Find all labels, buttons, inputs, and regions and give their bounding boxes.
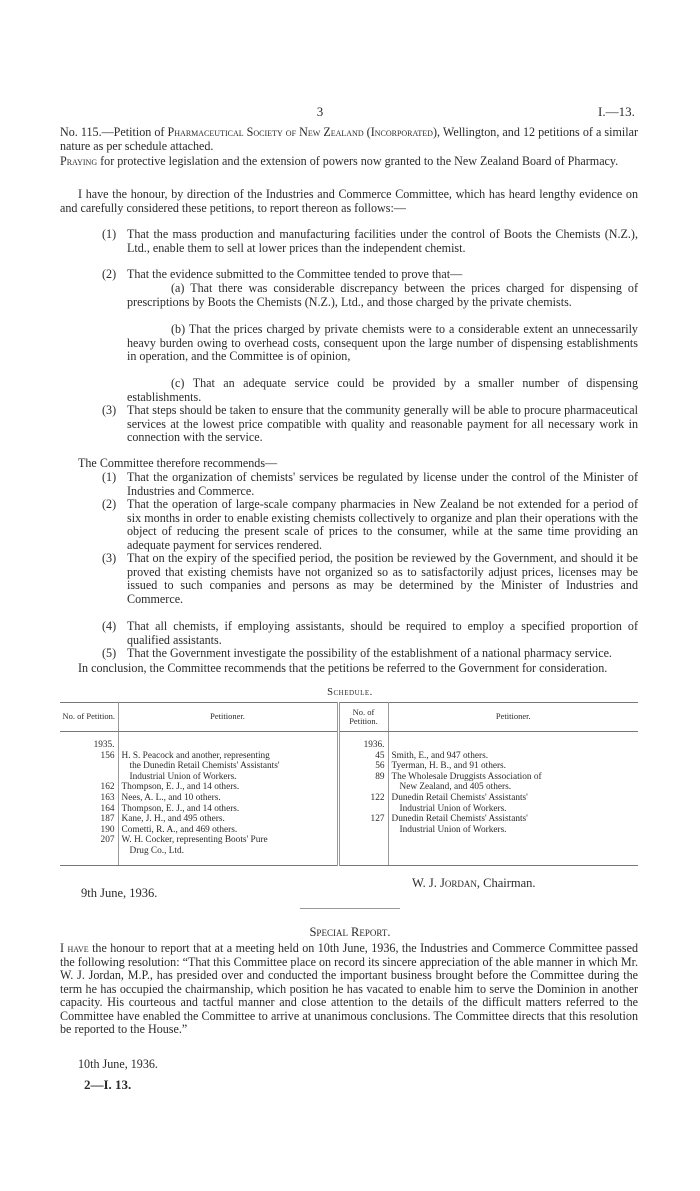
subfinding: (c) That an adequate service could be provided by a smaller number of dispensing establishments.	[127, 376, 639, 404]
left-number-column: 1935. 156 162 163 164 187 190 207	[60, 732, 118, 866]
praying-paragraph: Praying for protective legislation and the extension of powers now granted to the New Zealand Board of Pharmacy.	[60, 154, 619, 168]
right-petitioner-column: Smith, E., and 947 others. Tyerman, H. B., and 91 others. The Wholesale Druggists Association of New Zealand, and 405 others. Dunedin Retail Chemists' Assistants' Industrial Union of Workers. Dunedin Retail Chemists' Assistants' Industrial Union of Workers.	[388, 732, 638, 866]
column-header-number: No. of Petition.	[60, 703, 118, 732]
report-date: 9th June, 1936.	[81, 886, 158, 900]
recommendation-number: (3)	[102, 551, 117, 565]
left-petitioner-column: H. S. Peacock and another, representing the Dunedin Retail Chemists' Assistants' Industrial Union of Workers. Thompson, E. J., and 14 others. Nees, A. L., and 10 others. Thompson, E. J., and 14 others. Kane, J. H., and 495 others. Cometti, R. A., and 469 others. W. H. Cocker, representing Boots' Pure Drug Co., Ltd.	[118, 732, 338, 866]
finding-number: (3)	[102, 403, 117, 417]
recommendation-number: (5)	[102, 646, 117, 660]
chairman-signature: W. J. Jordan, Chairman.	[412, 876, 536, 890]
recommendation-text: That all chemists, if employing assistants, should be required to employ a specified proportion of qualified assistants.	[127, 619, 638, 647]
page-number: 3	[316, 104, 324, 119]
finding-text: That steps should be taken to ensure that the community generally will be able to procure pharmaceutical services at the lowest price compatible with quality and reasonable payment for all necessary work in connection with the service.	[127, 403, 638, 444]
right-number-column: 1936. 45 56 89 122 127	[338, 732, 388, 866]
recommendation-number: (4)	[102, 619, 117, 633]
column-header-petitioner: Petitioner.	[118, 703, 338, 732]
recommendation-text: That the organization of chemists' services be regulated by license under the control of the Minister of Industries and Commerce.	[127, 470, 638, 498]
finding-number: (2)	[102, 267, 117, 281]
petition-heading: No. 115.—Petition of Pharmaceutical Society of New Zealand (Incorporated), Wellington, and 12 petitions of a similar nature as per schedule attached.	[60, 125, 638, 153]
subfinding: (b) That the prices charged by private chemists were to a considerable extent an unnecessarily heavy burden owing to overhead costs, consequent upon the large number of dispensing establishments in operation, and the Committee is of opinion,	[127, 322, 638, 363]
finding-number: (1)	[102, 227, 117, 241]
recommendation-text: That the Government investigate the possibility of the establishment of a national pharmacy service.	[127, 646, 612, 660]
recommendation-number: (1)	[102, 470, 117, 484]
finding-text: That the mass production and manufacturing facilities under the control of Boots the Chemists (N.Z.), Ltd., enable them to sell at lower prices than the independent chemist.	[127, 227, 638, 255]
schedule-table	[60, 702, 638, 866]
special-report-body: I have the honour to report that at a meeting held on 10th June, 1936, the Industries and Commerce Committee passed the following resolution: “That this Committee place on record its sincere appreciation of the able manner in which Mr. W. J. Jordan, M.P., has presided over and conducted the important business brought before the Committee during the term he has occupied the chairmanship, which position he has vacated to enable him to serve the Dominion in another capacity. His courteous and tactful manner and close attention to the details of the difficult matters referred to the Committee have enabled the Committee to arrive at unanimous conclusions. The Committee directs that this resolution be reported to the House.”	[60, 941, 638, 1036]
paper-reference: I.—13.	[598, 104, 635, 119]
finding-text: That the evidence submitted to the Committee tended to prove that—	[127, 267, 463, 281]
signature-mark: 2—I. 13.	[84, 1077, 132, 1092]
special-report-title: Special Report.	[309, 925, 391, 939]
recommendation-text: That on the expiry of the specified period, the position be reviewed by the Government, and should it be proved that existing chemists have not organized so as to satisfactorily adjust prices, licenses may be issued to such companies and persons as may be determined by the Minister of Industries and Commerce.	[127, 551, 638, 606]
report-intro: I have the honour, by direction of the Industries and Commerce Committee, which has heard lengthy evidence on and carefully considered these petitions, to report thereon as follows:—	[60, 187, 638, 215]
recommendation-number: (2)	[102, 497, 117, 511]
column-header-number: No. of Petition.	[338, 703, 388, 732]
conclusion-paragraph: In conclusion, the Committee recommends that the petitions be referred to the Government for consideration.	[78, 661, 608, 675]
recommends-intro: The Committee therefore recommends—	[78, 456, 278, 470]
section-divider	[300, 908, 400, 909]
subfinding: (a) That there was considerable discrepancy between the prices charged for dispensing of prescriptions by Boots the Chemists (N.Z.), Ltd., and those charged by the private chemists.	[127, 281, 638, 309]
column-header-petitioner: Petitioner.	[388, 703, 638, 732]
special-report-date: 10th June, 1936.	[78, 1057, 158, 1071]
recommendation-text: That the operation of large-scale company pharmacies in New Zealand be not extended for a period of six months in order to enable existing chemists collectively to organize and plan their operations with the object of reducing the present scale of prices to the consumer, while at the same time providing an adequate payment for services rendered.	[127, 497, 638, 552]
schedule-title: Schedule.	[327, 687, 373, 698]
